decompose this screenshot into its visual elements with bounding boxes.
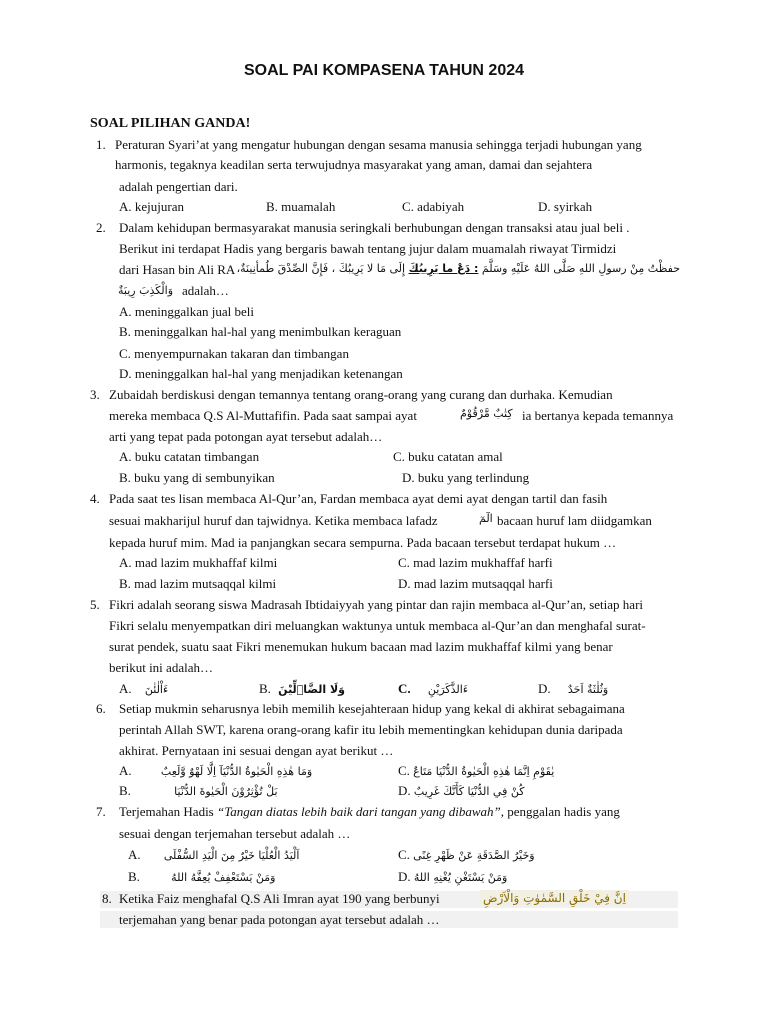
option-a[interactable] [119,763,312,780]
question-text-part: Terjemahan Hadis [119,804,214,819]
question-text: mereka membaca Q.S Al-Muttafifin. Pada saat sampai ayat [109,408,417,423]
option-label: A. [119,681,132,696]
option-d[interactable]: D. meninggalkan hal-hal yang menjadikan ketenangan [119,366,403,381]
option-label: B. [119,783,131,798]
option-a[interactable]: A. buku catatan timbangan [119,449,260,464]
option-arabic: وَمَنْ يَسْتَغْنِ يُغْنِهِ اللهُ [413,871,508,884]
option-label: D. [538,681,551,696]
question-text: Berikut ini terdapat Hadis yang bergaris bawah tentang jujur dalam muamalah riwayat Tirmidzi [119,241,617,256]
option-b[interactable]: B. buku yang di sembunyikan [119,470,275,485]
option-d[interactable]: D. buku yang terlindung [402,470,530,485]
option-label: A. [119,763,132,778]
question-number: 8. [102,891,112,906]
question-text: perintah Allah SWT, karena orang-orang kafir itu lebih mementingkan kehidupan dunia daripada [119,722,623,737]
question-text: sesuai dengan terjemahan tersebut adalah … [119,826,351,841]
question-text: kepada huruf mim. Mad ia panjangkan secara sempurna. Pada bacaan tersebut terdapat hukum … [109,535,617,550]
question-text: akhirat. Pernyataan ini sesuai dengan ayat berikut … [119,743,394,758]
option-b[interactable] [119,783,278,800]
option-arabic: يٰقَوْمِ اِنَّمَا هٰذِهِ الْحَيٰوةُ الدُّنْيَا مَتَاعٌ [413,765,555,778]
option-label: C. [398,681,411,696]
question-text: Fikri adalah seorang siswa Madrasah Ibtidaiyyah yang pintar dan rajin membaca al-Qur’an, setiap hari [109,597,644,612]
option-a[interactable] [119,681,168,698]
hadith-arabic-underlined: : دَعْ ما يَرِيبُكَ [408,262,479,275]
option-a[interactable]: A. meninggalkan jual beli [119,304,255,319]
question-number: 2. [96,220,106,235]
option-a[interactable] [128,847,299,864]
option-d[interactable] [398,869,507,886]
option-d[interactable]: D. syirkah [538,199,593,214]
lafadz-arabic: الٓمٓ [479,512,493,525]
question-text: terjemahan yang benar pada potongan ayat tersebut adalah … [119,912,440,927]
question-text: surat pendek, suatu saat Fikri menemukan hukum bacaan mad lazim mukhaffaf kilmi yang benar [109,639,613,654]
option-label: C. [398,763,410,778]
hadith-arabic-part: إِلَى مَا لا يَرِيبُكَ ، فَإِنَّ الصِّدْقَ طُمأنِينَةٌ، [236,262,406,275]
question-number: 5. [90,597,100,612]
question-text: dari Hasan bin Ali RA [119,262,236,277]
option-label: B. [128,869,140,884]
option-c[interactable] [398,847,535,864]
option-arabic: كُنْ فِي الدُّنْيَا كَأَنَّكَ غَرِيبٌ [413,785,525,798]
option-arabic: ءَاْلٰئٰنَ [144,683,169,696]
option-label: B. [259,681,271,696]
question-number: 1. [96,137,106,152]
question-text: Pada saat tes lisan membaca Al-Qur’an, Fardan membaca ayat demi ayat dengan tartil dan fasih [109,491,608,506]
option-c[interactable]: C. mad lazim mukhaffaf harfi [398,555,553,570]
option-label: D. [398,869,411,884]
section-heading: SOAL PILIHAN GANDA! [90,116,251,131]
option-c[interactable]: C. buku catatan amal [393,449,503,464]
question-text: sesuai makharijul huruf dan tajwidnya. Ketika membaca lafadz [109,513,438,528]
option-c[interactable]: C. menyempurnakan takaran dan timbangan [119,346,349,361]
question-number: 3. [90,387,100,402]
option-arabic: بَلْ تُؤْثِرُوْنَ الْحَيٰوةَ الدُّنْيَا [174,785,278,798]
option-arabic: وَلَا الضَّاۤلِّيْنَ [278,683,346,696]
question-text: Ketika Faiz menghafal Q.S Ali Imran ayat 190 yang berbunyi [119,891,440,906]
question-text: berikut ini adalah… [109,660,213,675]
option-label: A. [128,847,141,862]
question-text [119,804,620,820]
option-c[interactable] [398,763,554,780]
option-c[interactable] [398,681,468,698]
option-b[interactable]: B. meninggalkan hal-hal yang menimbulkan keraguan [119,324,402,339]
question-text: Zubaidah berdiskusi dengan temannya tentang orang-orang yang curang dan durhaka. Kemudian [109,387,613,402]
option-arabic: اَلْيَدُ الْعُلْيَا خَيْرٌ مِنَ الْيَدِ السُّفْلَى [163,849,300,862]
option-b[interactable] [128,869,275,886]
question-text: ia bertanya kepada temannya [522,408,674,423]
hadith-arabic-part: حفظْتُ مِنْ رسولِ اللهِ صَلَّى اللهُ عَلَيْهِ وسَلَّمَ [481,262,680,275]
question-text: arti yang tepat pada potongan ayat tersebut adalah… [109,429,383,444]
question-number: 4. [90,491,100,506]
question-text-part: penggalan hadis yang [507,804,620,819]
option-a[interactable]: A. kejujuran [119,199,184,214]
question-text: Setiap mukmin seharusnya lebih memilih kesejahteraan hidup yang kekal di akhirat sebagaimana [119,701,625,716]
question-text: adalah pengertian dari. [119,179,238,194]
question-text: bacaan huruf lam diidgamkan [497,513,652,528]
hadith-arabic-continued: وَالْكَذِبَ رِيبَةٌ [118,284,174,297]
option-d[interactable]: D. mad lazim mutsaqqal harfi [398,576,553,591]
question-text: adalah… [182,283,229,298]
option-d[interactable] [538,681,608,698]
option-arabic: وَثُلٰثَةٌ اَحَدٌ [567,683,609,696]
question-text: harmonis, tegaknya keadilan serta terwujudnya masyarakat yang aman, damai dan sejahtera [115,157,593,172]
question-text: Fikri selalu menyempatkan diri meluangkan waktunya untuk membaca al-Qur’an dan menghafal surat- [109,618,646,633]
question-number: 6. [96,701,106,716]
hadith-translation-quote: “Tangan diatas lebih baik dari tangan yang dibawah”, [217,804,504,819]
question-text: Peraturan Syari’at yang mengatur hubungan dengan sesama manusia sehingga terjadi hubungan yang [115,137,642,152]
option-label: C. [398,847,410,862]
option-d[interactable] [398,783,524,800]
option-b[interactable] [259,681,345,698]
hadith-arabic-text [237,261,680,277]
question-text: Dalam kehidupan bermasyarakat manusia seringkali berhubungan dengan transaksi atau jual beli . [119,220,630,235]
option-arabic: وَمَا هٰذِهِ الْحَيٰوةُ الدُّنْيَآ اِلَّا لَهْوٌ وَّلَعِبٌ [160,765,313,778]
option-b[interactable]: B. muamalah [266,199,336,214]
option-arabic: وَمَنْ يَسْتَعْفِفْ يُعِفَّهُ اللهُ [171,871,276,884]
option-c[interactable]: C. adabiyah [402,199,465,214]
ayat-arabic: كِتٰبٌ مَّرْقُوْمٌ [460,407,513,420]
option-label: D. [398,783,411,798]
question-number: 7. [96,804,106,819]
option-arabic: ءَالذَّكَرَيْنِ [427,683,468,696]
option-b[interactable]: B. mad lazim mutsaqqal kilmi [119,576,277,591]
page-title: SOAL PAI KOMPASENA TAHUN 2024 [243,62,525,79]
ayat-arabic: اِنَّ فِيْ خَلْقِ السَّمٰوٰتِ وَالْاَرْضِ [480,890,629,906]
option-arabic: وَخَيْرُ الصَّدَقَةِ عَنْ ظَهْرِ غِنًى [413,849,535,862]
option-a[interactable]: A. mad lazim mukhaffaf kilmi [119,555,278,570]
